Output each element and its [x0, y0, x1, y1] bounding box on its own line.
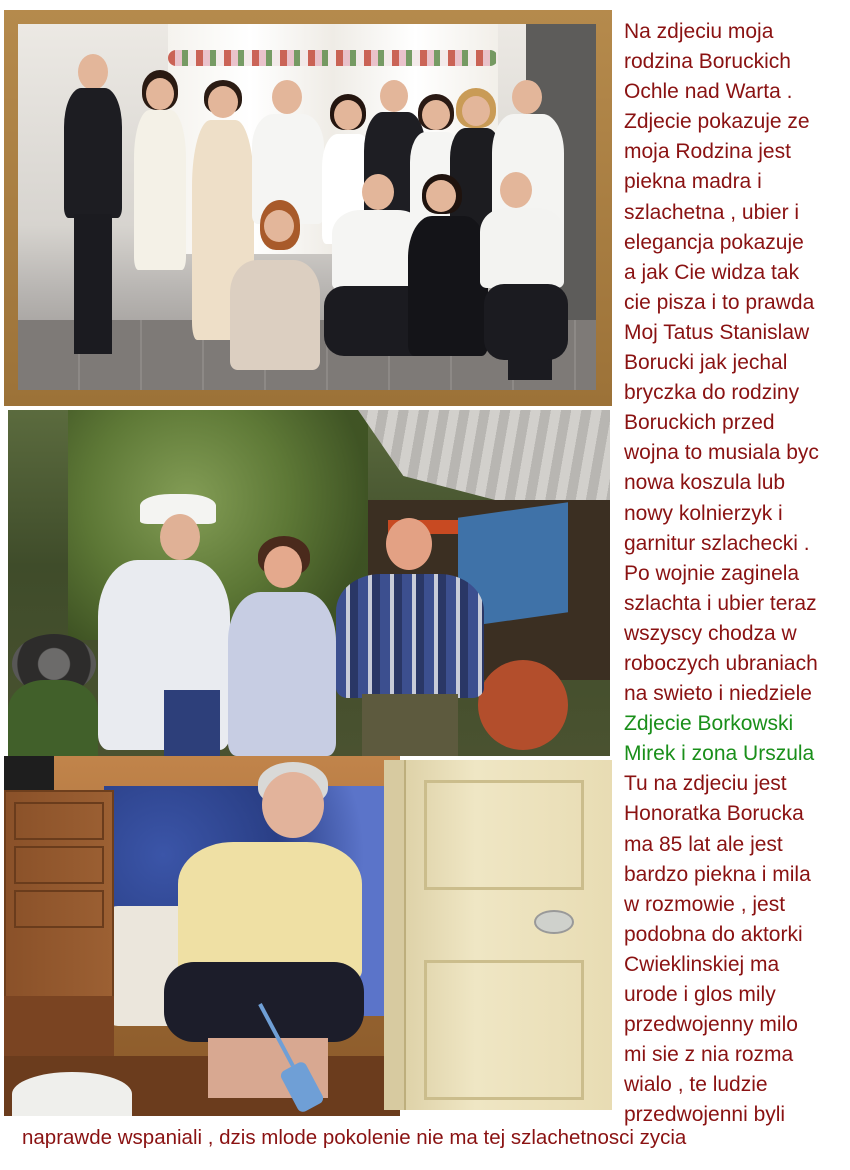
- caption-line: a jak Cie widza tak: [624, 260, 800, 284]
- fly-swatter: [248, 1004, 328, 1114]
- caption-line: w rozmowie , jest: [624, 892, 786, 916]
- caption-text: [624, 17, 850, 1130]
- person-standing: [130, 70, 190, 350]
- caption-line: przedwojenny milo: [624, 1013, 798, 1037]
- caption-line: Zdjecie pokazuje ze: [624, 110, 810, 134]
- caption-line: wialo , te ludzie: [624, 1073, 768, 1097]
- caption-line: moja Rodzina jest: [624, 140, 791, 164]
- caption-line: Boruckich przed: [624, 411, 775, 435]
- caption-line: rodzina Boruckich: [624, 50, 791, 74]
- door-handle: [534, 910, 574, 934]
- flower-garland: [168, 50, 498, 66]
- caption-line: urode i glos mily: [624, 983, 776, 1006]
- caption-line: nowa koszula lub: [624, 471, 786, 495]
- caption-line: Cwieklinskiej ma: [624, 952, 780, 976]
- caption-line: bardzo piekna i mila: [624, 862, 811, 886]
- caption-line: Honoratka Borucka: [624, 802, 804, 826]
- door-photo: [384, 760, 612, 1110]
- green-plant: [8, 680, 98, 756]
- footer-text: naprawde wspaniali , dzis mlode pokolenie nie ma tej szlachetnosci zycia: [22, 1126, 687, 1149]
- caption-line: na swieto i niedziele: [624, 682, 812, 706]
- caption-line: wszyscy chodza w: [624, 621, 797, 645]
- caption-line: Tu na zdjeciu jest: [624, 772, 787, 796]
- door-panel: [424, 960, 584, 1100]
- rusty-disc: [478, 660, 568, 750]
- caption-line: garnitur szlachecki .: [624, 531, 810, 555]
- caption-line: cie pisza i to prawda: [624, 290, 815, 314]
- television: [4, 756, 54, 790]
- caption-line: mi sie z nia rozma: [624, 1043, 794, 1067]
- caption-line: Na zdjeciu moja: [624, 20, 774, 43]
- door-panel: [424, 780, 584, 890]
- caption-line: bryczka do rodziny: [624, 381, 800, 405]
- caption-line: szlachetna , ubier i: [624, 200, 800, 224]
- person-crouching: [478, 172, 568, 362]
- photo-scene: [18, 24, 596, 390]
- caption-line: szlachta i ubier teraz: [624, 591, 817, 615]
- caption-line: roboczych ubraniach: [624, 651, 818, 675]
- caption-line: Borucki jak jechal: [624, 351, 788, 375]
- man-in-cowboy-hat: [94, 494, 234, 756]
- caption-line: przedwojenni byli: [624, 1103, 786, 1127]
- caption-line: nowy kolnierzyk i: [624, 501, 783, 525]
- caption-line: ma 85 lat ale jest: [624, 832, 783, 856]
- person-crouching: [230, 200, 320, 370]
- caption-line: Moj Tatus Stanislaw: [624, 320, 810, 344]
- door-frame: [384, 760, 406, 1110]
- wooden-dresser: [4, 790, 114, 1020]
- outdoor-photo: [8, 410, 610, 756]
- caption-line: wojna to musiala byc: [624, 441, 819, 465]
- family-group-photo: [4, 10, 612, 406]
- woman-in-blue-dress: [224, 536, 340, 756]
- man-in-plaid-shirt: [332, 518, 488, 756]
- caption-line: Po wojnie zaginela: [624, 561, 800, 585]
- caption-line: Ochle nad Warta .: [624, 80, 793, 104]
- photo-credit-line: Zdjecie Borkowski: [624, 712, 794, 736]
- indoor-photo: [4, 756, 400, 1116]
- caption-line: podobna do aktorki: [624, 922, 803, 946]
- caption-line: elegancja pokazuje: [624, 230, 804, 254]
- person-standing: [58, 54, 128, 354]
- white-hat: [12, 1072, 132, 1116]
- caption-line: piekna madra i: [624, 170, 762, 194]
- photo-credit-line: Mirek i zona Urszula: [624, 742, 815, 766]
